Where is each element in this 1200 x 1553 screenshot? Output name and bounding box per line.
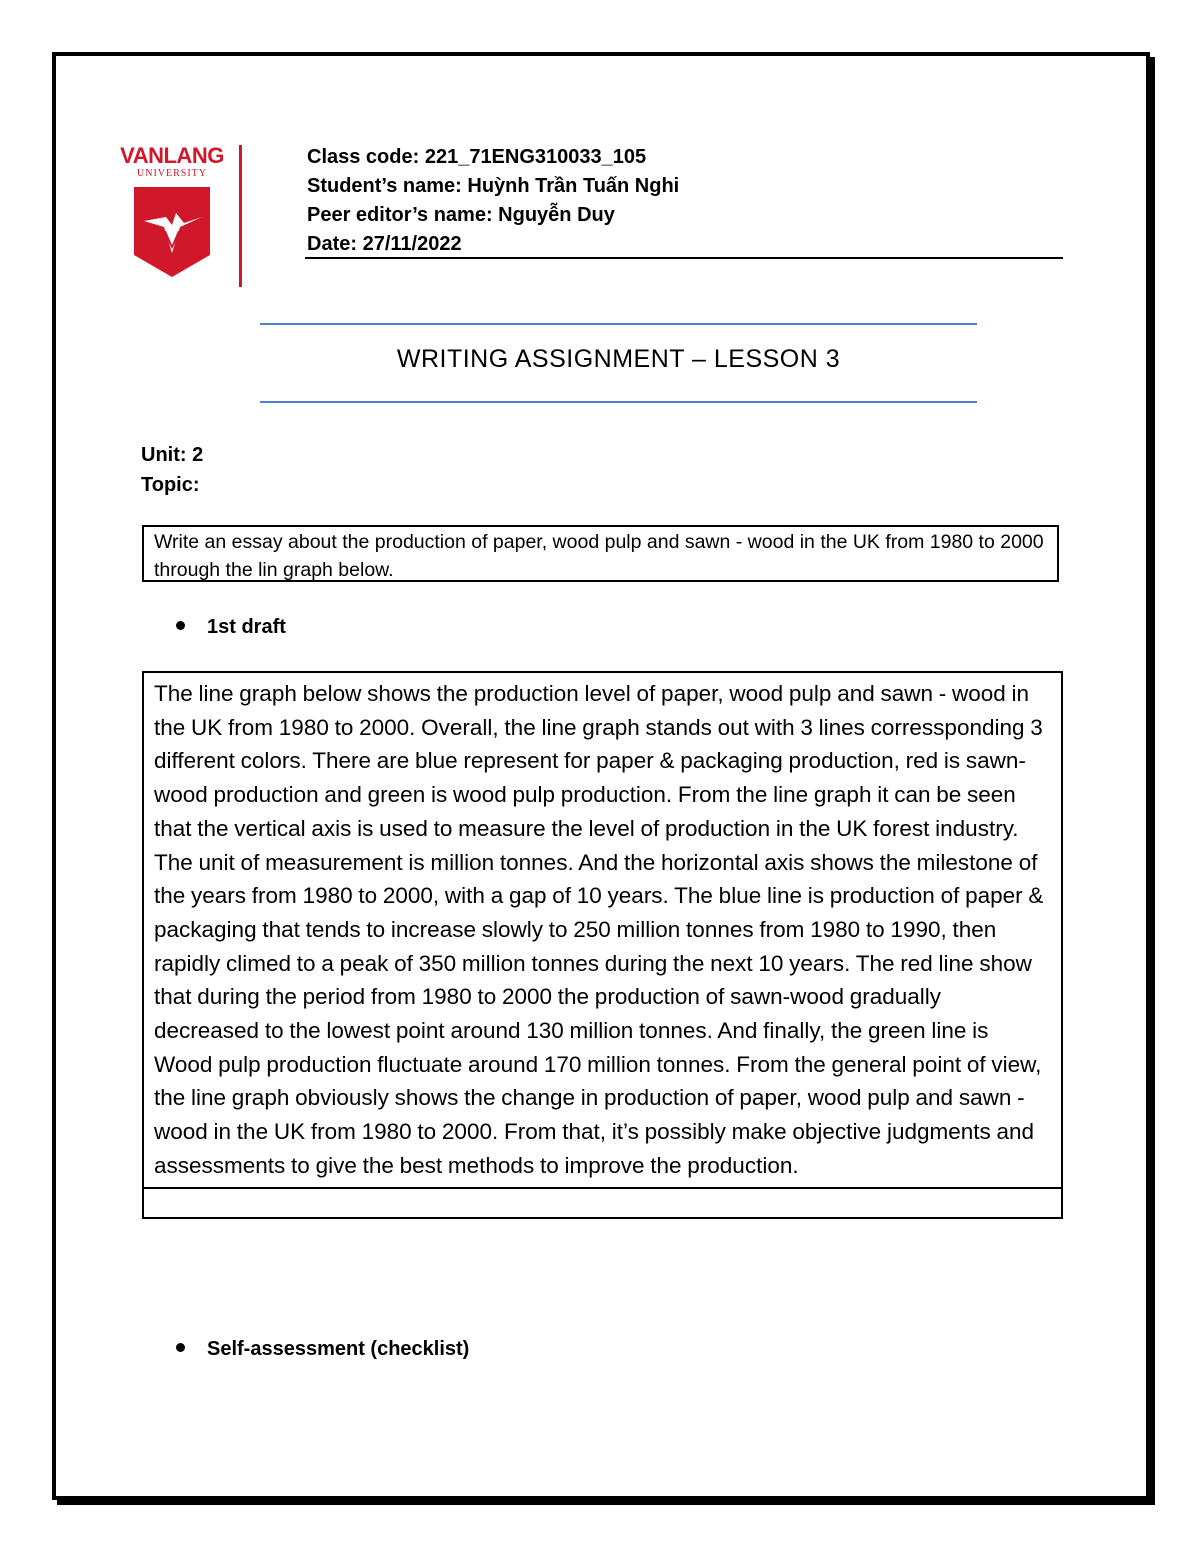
- unit-topic: [141, 440, 203, 500]
- self-assessment-label: Self-assessment (checklist): [207, 1338, 470, 1360]
- unit-label: Unit: 2: [141, 444, 204, 466]
- date: Date: 27/11/2022: [307, 233, 462, 255]
- bullet-icon: [176, 1343, 185, 1352]
- draft-table: [142, 671, 1063, 1219]
- student-name: Student’s name: Huỳnh Trần Tuấn Nghi: [307, 175, 680, 197]
- logo-name: VANLANG: [120, 143, 224, 168]
- prompt-box: Write an essay about the production of paper, wood pulp and sawn - wood in the UK from 1980 to 2000 through the lin graph below.: [142, 525, 1059, 582]
- bullet-icon: [176, 621, 185, 630]
- draft-text: The line graph below shows the production level of paper, wood pulp and sawn - wood in the UK from 1980 to 2000. Overall, the line graph stands out with 3 lines corressponding 3 different colors. There are blue represent for paper & packaging production, red is sawn-wood production and green is wood pulp production. From the line graph it can be seen that the vertical axis is used to measure the level of production in the UK forest industry. The unit of measurement is million tonnes. And the horizontal axis shows the milestone of the years from 1980 to 2000, with a gap of 10 years. The blue line is production of paper & packaging that tends to increase slowly to 250 million tonnes from 1980 to 1990, then rapidly climed to a peak of 350 million tonnes during the next 10 years. The red line show that during the period from 1980 to 2000 the production of sawn-wood gradually decreased to the lowest point around 130 million tonnes. And finally, the green line is Wood pulp production fluctuate around 170 million tonnes. From the general point of view, the line graph obviously shows the change in production of paper, wood pulp and sawn - wood in the UK from 1980 to 2000. From that, it’s possibly make objective judgments and assessments to give the best methods to improve the production.: [154, 681, 1044, 1178]
- topic-label: Topic:: [141, 474, 200, 496]
- header-rule: [305, 257, 1063, 259]
- draft-heading: [176, 616, 286, 639]
- draft-empty-row: [144, 1187, 1061, 1217]
- self-assessment-heading: [176, 1338, 469, 1361]
- logo-divider: [239, 145, 242, 287]
- header-info: [307, 143, 1062, 259]
- title-rule-top: [260, 323, 977, 325]
- university-logo: [112, 143, 237, 283]
- logo-subtitle: UNIVERSITY: [137, 168, 207, 179]
- page-title: WRITING ASSIGNMENT – LESSON 3: [396, 345, 841, 373]
- peer-editor-name: Peer editor’s name: Nguyễn Duy: [307, 204, 615, 226]
- class-code: Class code: 221_71ENG310033_105: [307, 146, 647, 168]
- title-rule-bottom: [260, 401, 977, 403]
- vanlang-shield-icon: [132, 187, 212, 279]
- draft-label: 1st draft: [207, 616, 286, 638]
